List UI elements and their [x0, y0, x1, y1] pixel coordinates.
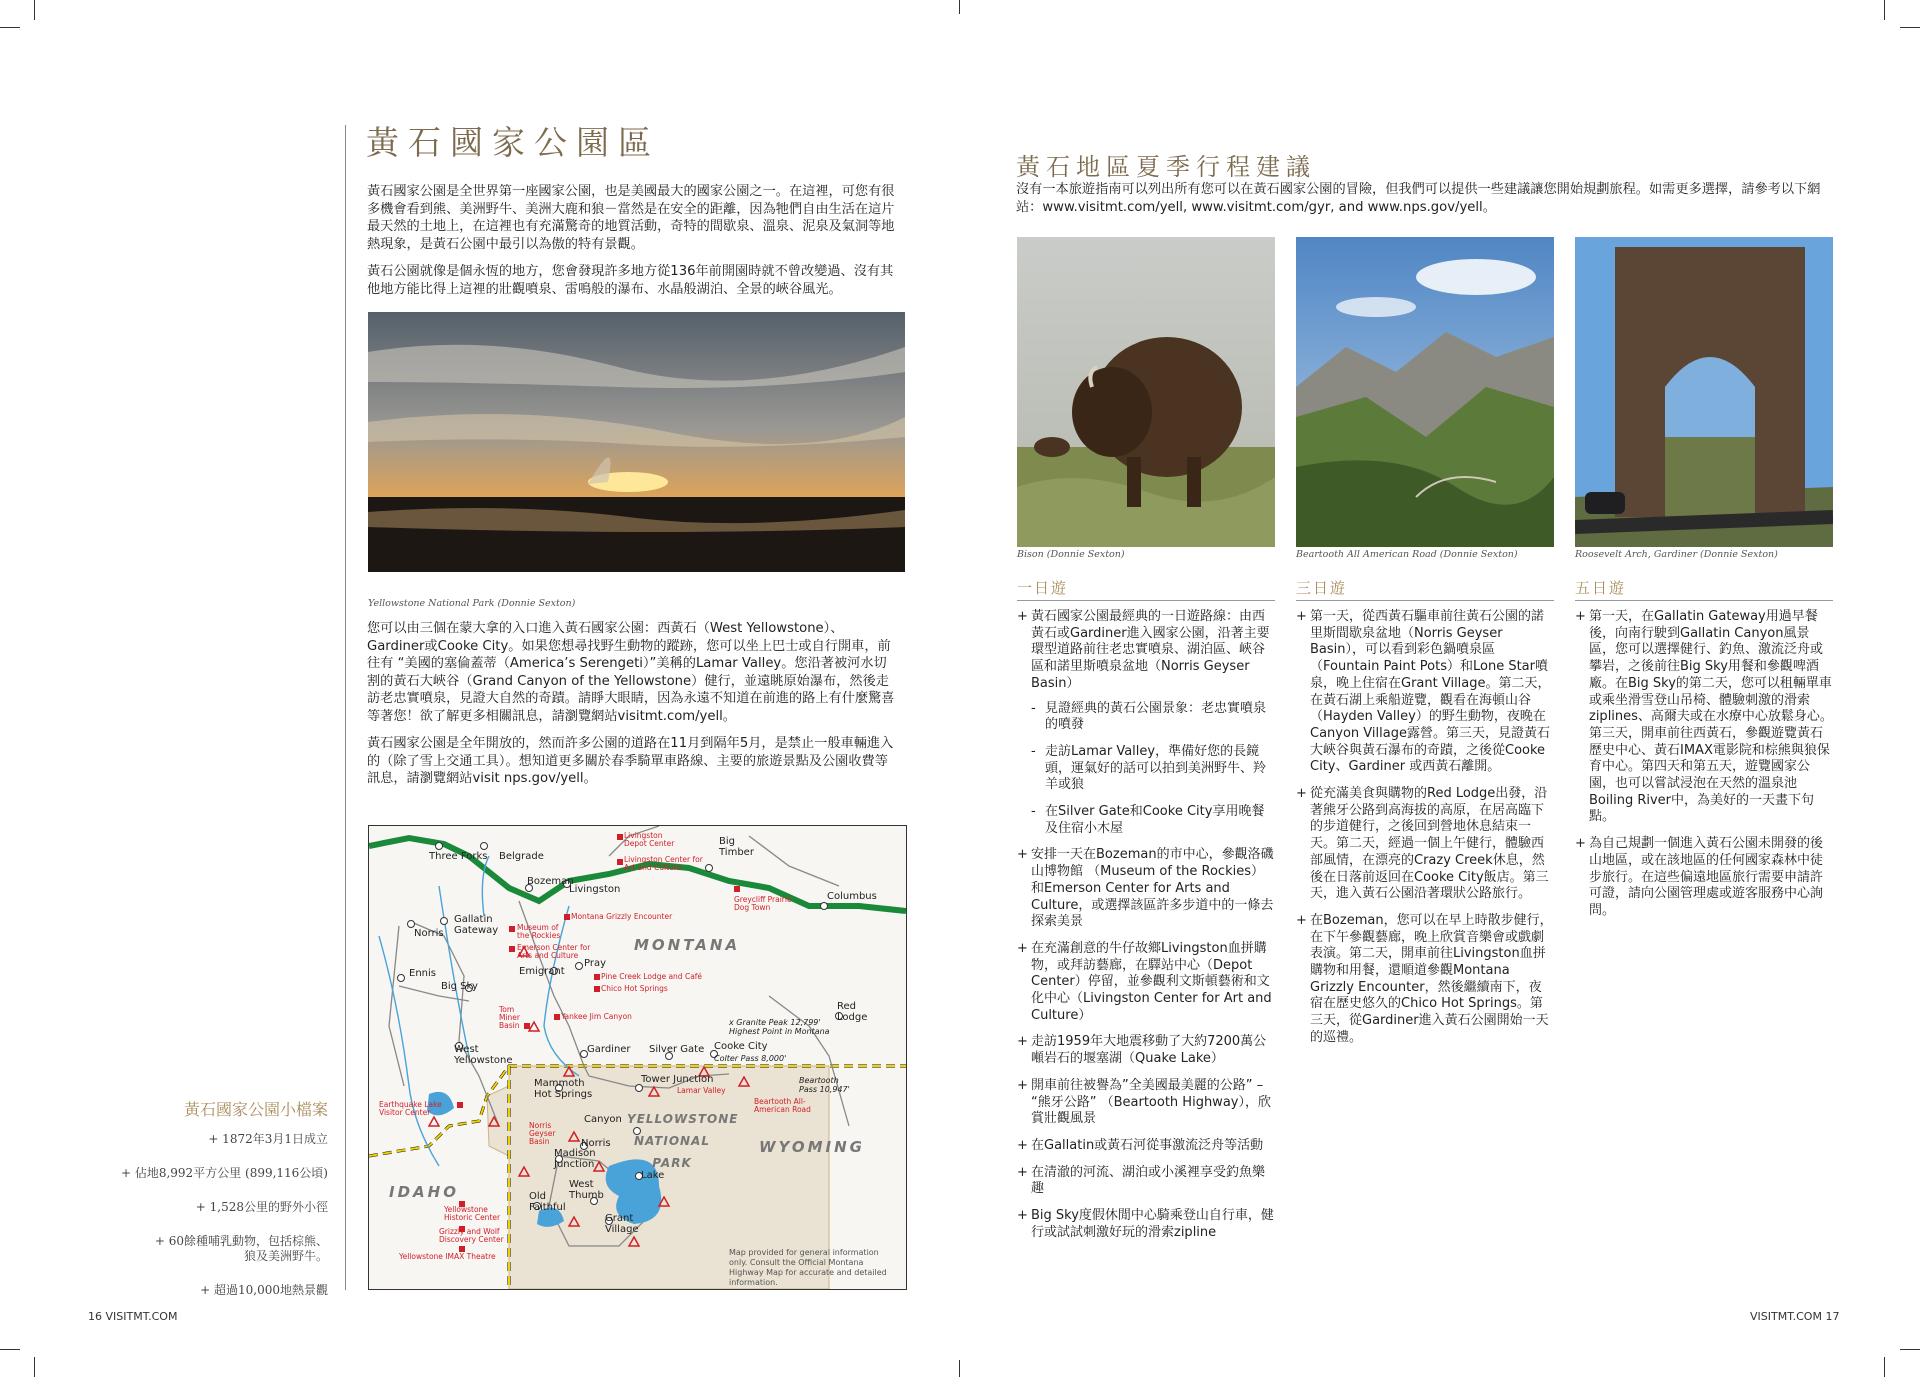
fact-item: + 1872年3月1日成立	[208, 1132, 328, 1146]
map-town: Cooke City	[714, 1041, 768, 1052]
map-poi: Grizzly and Wolf Discovery Center	[439, 1227, 504, 1244]
map-town: Pray	[584, 958, 607, 969]
itinerary-item: + 在Bozeman，您可以在早上時散步健行，在下午參觀藝廊，晚上欣賞音樂會或戲劇表演。第二天，開車前往Livingston血拼購物和用餐，還順道參觀Montana Grizzly Encounter，然後繼續南下，夜宿在歷史悠久的Chico Hot Springs。第三天，從Gardiner進入黃石公園開始一天的巡禮。	[1296, 913, 1554, 1047]
map-town: Norris	[414, 928, 444, 939]
itinerary-item: + 安排一天在Bozeman的市中心，參觀洛磯山博物館 （Museum of the Rockies）和Emerson Center for Arts and Culture，或選擇該區許多步道中的一條去探索美景	[1017, 847, 1275, 931]
paragraph: 您可以由三個在蒙大拿的入口進入黃石國家公園：西黃石（West Yellowstone）、Gardiner或Cooke City。如果您想尋找野生動物的蹤跡，您可以坐上巴士或自行開車，前往有 “美國的塞倫蓋蒂（America’s Serengeti）”美稱的Lamar Valley。您沿著被河水切割的黃石大峽谷（Grand Canyon of the Yellowstone）健行，並遠眺原始瀑布，然後走訪老忠實噴泉，見證大自然的奇蹟。請睜大眼睛，因為永遠不知道在前進的路上有什麼驚喜等著您！欲了解更多相關訊息，請瀏覽網站visitmt.com/yell。	[367, 621, 895, 724]
itinerary-item: + 在充滿創意的牛仔故鄉Livingston血拼購物，或拜訪藝廊，在驛站中心（Depot Center）停留，並參觀利文斯頓藝術和文化中心（Livingston Center for Art and Culture）	[1017, 941, 1275, 1025]
map-pass: Colter Pass 8,000'	[714, 1054, 787, 1063]
intro-text	[367, 183, 897, 308]
map-town: Three Forks	[429, 851, 488, 862]
map-park-label: YELLOWSTONE NATIONAL PARK	[627, 1112, 739, 1170]
map-town: Norris	[581, 1138, 611, 1149]
map-poi: Lamar Valley	[677, 1086, 726, 1095]
itinerary-item: + 第一天，在Gallatin Gateway用過早餐後，向南行駛到Gallatin Canyon風景區，您可以選擇健行、釣魚、激流泛舟或攀岩，之後前往Big Sky用餐和參觀啤酒廠。在Big Sky的第二天，您可以租輛單車或乘坐滑雪登山吊椅、體驗刺激的滑索ziplines、高爾夫或在水療中心放鬆身心。 第三天，開車前往西黃石，參觀遊覽黃石歷史中心、黃石IMAX電影院和棕熊與狼保育中心。第四天和第五天，遊覽國家公園，也可以嘗試浸泡在天然的溫泉池Boiling River中，為美好的一天畫下句點。	[1575, 609, 1833, 826]
map-town: Gardiner	[587, 1044, 631, 1055]
paragraph: 黃石國家公園是全年開放的，然而許多公園的道路在11月到隔年5月，是禁止一般車輛進入的（除了雪上交通工具）。想知道更多關於春季騎單車路線、主要的旅遊景點及公園收費等訊息，請瀏覽網站visit nps.gov/yell。	[367, 736, 894, 786]
photo-caption: Bison (Donnie Sexton)	[1017, 549, 1125, 560]
map-poi: Pine Creek Lodge and Café	[601, 972, 703, 981]
map-poi: Livingston Depot Center	[624, 831, 675, 848]
fact-item: + 超過10,000地熱景觀	[200, 1283, 328, 1297]
map-peak: x Granite Peak 12,799' Highest Point in Montana	[729, 1018, 830, 1036]
column-heading: 五日遊	[1575, 577, 1833, 601]
map-town: Old Faithful	[529, 1191, 566, 1213]
photo-caption: Beartooth All American Road (Donnie Sexton)	[1296, 549, 1518, 560]
map-poi: Norris Geyser Basin	[529, 1121, 556, 1146]
map-poi: Tom Miner Basin	[499, 1005, 521, 1030]
yellowstone-sunset-photo	[368, 312, 905, 572]
crop-mark	[1884, 1357, 1885, 1377]
map-poi: Montana Grizzly Encounter	[571, 912, 673, 921]
roosevelt-arch-photo	[1575, 237, 1833, 547]
itinerary-one-day	[1017, 577, 1275, 1252]
itinerary-item: + 從充滿美食與購物的Red Lodge出發，沿著熊牙公路到高海拔的高原，在居高臨下的步道健行，之後回到營地休息結束一天。第二天，經過一個上午健行，體驗西部風情，在漂亮的Crazy Creek休息，然後在日落前返回在Cooke City飯店。第三天，進入黃石公園沿著環狀公路旅行。	[1296, 786, 1554, 903]
intro-paragraph: 沒有一本旅遊指南可以列出所有您可以在黃石國家公園的冒險，但我們可以提供一些建議讓您開始規劃旅程。如需更多選擇，請參考以下網站：www.visitmt.com/yell, www.visitmt.com/gyr, and www.nps.gov/yell。	[1016, 182, 1821, 215]
map-poi: Yellowstone Historic Center	[444, 1205, 501, 1222]
itinerary-item: + 黃石國家公園最經典的一日遊路線：由西黃石或Gardiner進入國家公園，沿著主要環型道路前往老忠實噴泉、湖泊區、峽谷區和諾里斯噴泉盆地（Norris Geyser Basin） - 見證經典的黃石公園景象：老忠實噴泉的噴發 - 走訪Lamar Valley，準備好您的長鏡頭，運氣好的話可以拍到美洲野牛、羚羊或狼 - 在Silver Gate和Cooke City享用晚餐及住宿小木屋	[1017, 609, 1275, 837]
map-poi: Emerson Center for Arts and Culture	[517, 943, 591, 960]
map-poi: Livingston Center for Art and Culture	[624, 855, 703, 872]
crop-mark	[34, 0, 35, 20]
crop-mark	[0, 27, 20, 28]
map-state: IDAHO	[389, 1183, 459, 1201]
map-poi: Museum of the Rockies	[517, 923, 561, 940]
crop-mark	[0, 1349, 20, 1350]
vertical-rule	[345, 125, 346, 1290]
crop-mark	[959, 1360, 960, 1377]
itinerary-item: + 為自己規劃一個進入黃石公園未開發的後山地區，或在該地區的任何國家森林中徒步旅行。在這些偏遠地區旅行需要申請許可證，請向公園管理處或遊客服務中心詢問。	[1575, 836, 1833, 920]
map-town: Tower Junction	[641, 1074, 714, 1085]
map-town: Livingston	[569, 884, 621, 895]
bison-photo	[1017, 237, 1275, 547]
map-town: Lake	[641, 1170, 665, 1181]
regional-map	[368, 825, 907, 1290]
map-poi: Yankee Jim Canyon	[561, 1012, 632, 1021]
photo-caption: Yellowstone National Park (Donnie Sexton)	[368, 598, 576, 609]
map-town: Columbus	[827, 891, 877, 902]
itinerary-item: + 在清澈的河流、湖泊或小溪裡享受釣魚樂趣	[1017, 1165, 1275, 1198]
itinerary-item: + Big Sky度假休閒中心騎乘登山自行車，健行或試試刺激好玩的滑索zipline	[1017, 1208, 1275, 1241]
crop-mark	[1884, 0, 1885, 20]
itinerary-five-day	[1575, 577, 1833, 930]
itinerary-three-day	[1296, 577, 1554, 1057]
map-town: Big Timber	[719, 836, 754, 858]
crop-mark	[1900, 1349, 1920, 1350]
column-heading: 三日遊	[1296, 577, 1554, 601]
section-title: 黃石地區夏季行程建議	[1016, 153, 1316, 181]
map-town: Big Sky	[441, 981, 478, 992]
itinerary-item: + 在Gallatin或黃石河從事激流泛舟等活動	[1017, 1138, 1275, 1155]
paragraph: 黃石公園就像是個永恆的地方，您會發現許多地方從136年前開園時就不曾改變過、沒有其他地方能比得上這裡的壯觀噴泉、雷鳴般的瀑布、水晶般湖泊、全景的峽谷風光。	[367, 264, 894, 297]
park-facts	[100, 1097, 328, 1317]
map-town: Bozeman	[527, 876, 574, 887]
map-town: Red Lodge	[837, 1001, 868, 1023]
itinerary-subitem: - 走訪Lamar Valley，準備好您的長鏡頭，運氣好的話可以拍到美洲野牛、羚羊或狼	[1031, 744, 1275, 794]
facts-title: 黃石國家公園小檔案	[183, 1100, 328, 1119]
itinerary-item: + 開車前往被譽為”全美國最美麗的公路” – “熊牙公路” （Beartooth Highway），欣賞壯觀風景	[1017, 1078, 1275, 1128]
page-number-left: 16 VISITMT.COM	[88, 1310, 178, 1323]
crop-mark	[34, 1357, 35, 1377]
map-state: WYOMING	[759, 1138, 865, 1156]
itinerary-subitem: - 在Silver Gate和Cooke City享用晚餐及住宿小木屋	[1031, 804, 1275, 837]
crop-mark	[1900, 27, 1920, 28]
map-state: MONTANA	[634, 936, 741, 954]
map-poi: Greycliff Prairie Dog Town	[734, 895, 792, 912]
map-town: West Thumb	[569, 1179, 604, 1201]
page-number-right: VISITMT.COM 17	[1750, 1310, 1840, 1323]
map-town: Emigrant	[519, 966, 565, 977]
paragraph: 黃石國家公園是全世界第一座國家公園，也是美國最大的國家公園之一。在這裡，可您有很多機會看到熊、美洲野牛、美洲大鹿和狼－當然是在安全的距離，因為牠們自由生活在這片最天然的土地上，在這裡也有充滿驚奇的地質活動，奇特的間歇泉、溫泉、泥泉及氣洞等地熱現象，是黃石公園中最引以為傲的特有景觀。	[367, 184, 895, 252]
itinerary-subitem: - 見證經典的黃石公園景象：老忠實噴泉的噴發	[1031, 701, 1275, 734]
map-pass: Beartooth Pass 10,947'	[799, 1076, 850, 1094]
crop-mark	[959, 0, 960, 14]
fact-item: + 1,528公里的野外小徑	[195, 1200, 328, 1214]
map-town: Canyon	[584, 1114, 622, 1125]
column-heading: 一日遊	[1017, 577, 1275, 601]
map-town: Grant Village	[605, 1213, 639, 1235]
itinerary-item: + 走訪1959年大地震移動了大約7200萬公噸岩石的堰塞湖（Quake Lake）	[1017, 1034, 1275, 1067]
map-town: Mammoth Hot Springs	[534, 1078, 593, 1100]
map-town: Madison Junction	[554, 1148, 596, 1170]
map-town: Belgrade	[499, 851, 544, 862]
map-disclaimer: Map provided for general information only. Consult the Official Montana Highway Map for accurate and detailed information.	[729, 1248, 887, 1287]
itinerary-item: + 第一天，從西黃石驅車前往黃石公園的諾里斯間歇泉盆地（Norris Geyser Basin），可以看到彩色鍋噴泉區（Fountain Paint Pots）和Lone Star噴泉，晚上住宿在Grant Village。第二天，在黃石湖上乘船遊覽，觀看在海頓山谷（Hayden Valley）的野生動物，夜晚在Canyon Village露營。第三天，見證黃石大峽谷與黃石瀑布的奇蹟，之後從Cooke City、Gardiner 或西黃石離開。	[1296, 609, 1554, 776]
map-town: Gallatin Gateway	[454, 914, 499, 936]
fact-item: + 60餘種哺乳動物，包括棕熊、 狼及美洲野牛。	[154, 1234, 328, 1263]
photo-caption: Roosevelt Arch, Gardiner (Donnie Sexton)	[1575, 549, 1778, 560]
map-town: West Yellowstone	[454, 1044, 513, 1066]
map-town: Ennis	[409, 968, 436, 979]
beartooth-road-photo	[1296, 237, 1554, 547]
map-poi: Yellowstone IMAX Theatre	[399, 1252, 496, 1261]
fact-item: + 佔地8,992平方公里 (899,116公頃)	[120, 1166, 328, 1180]
map-town: Silver Gate	[649, 1044, 705, 1055]
map-poi: Earthquake Lake Visitor Center	[379, 1100, 442, 1117]
entrance-text	[367, 620, 897, 798]
map-poi: Chico Hot Springs	[601, 984, 668, 993]
page-title: 黃石國家公園區	[366, 123, 660, 162]
map-poi: Beartooth All-American Road	[754, 1097, 811, 1114]
